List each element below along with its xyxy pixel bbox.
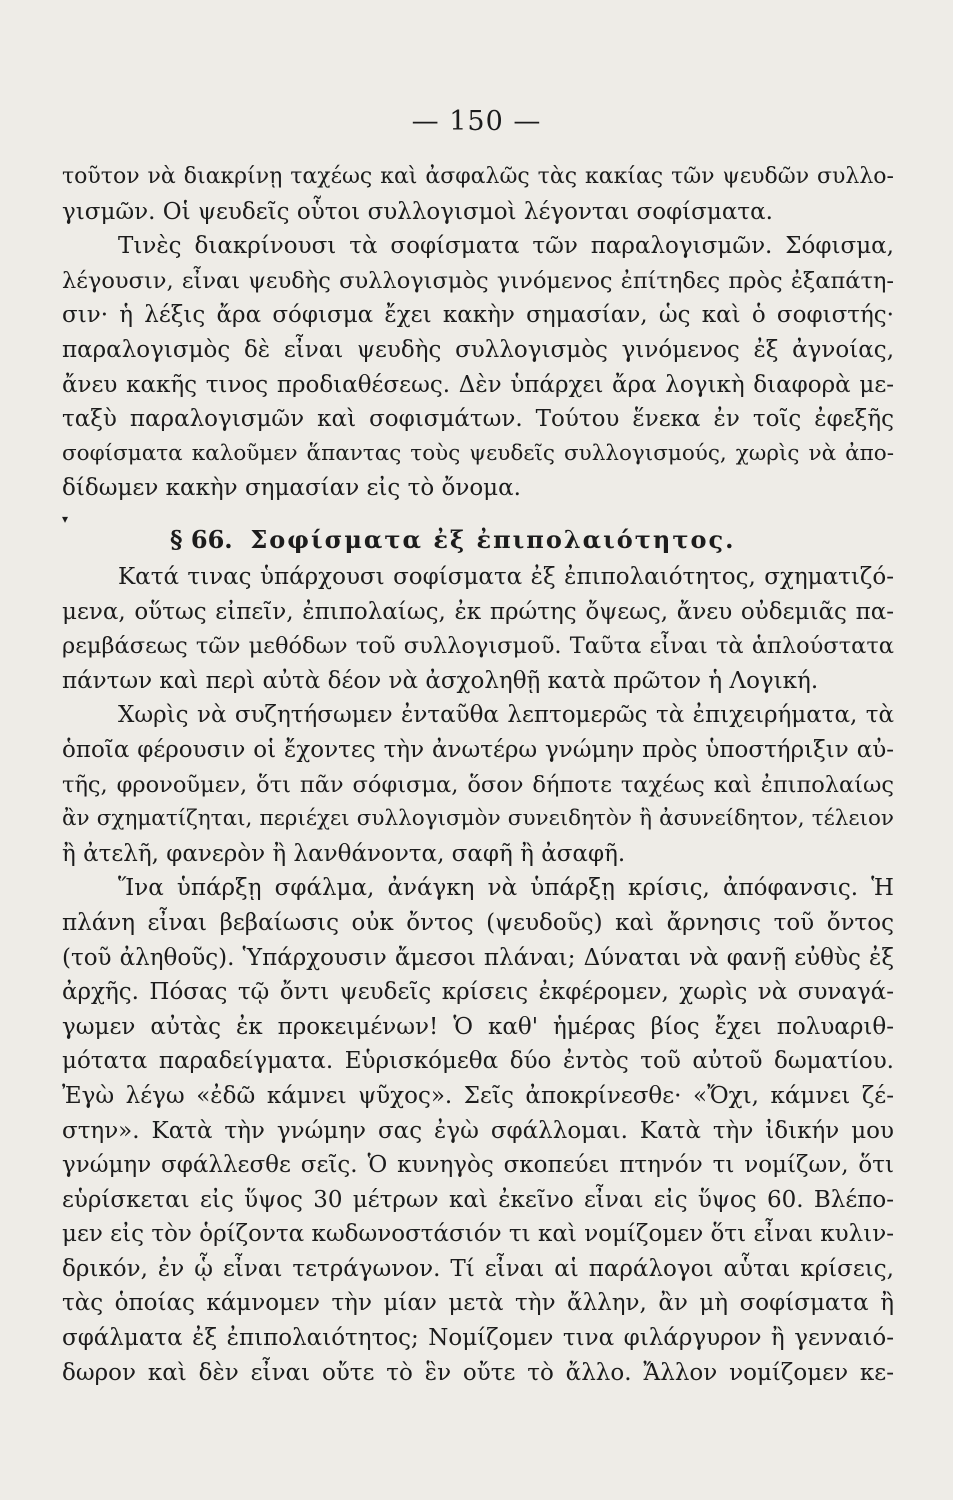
text-line: ὁποῖα φέρουσιν οἱ ἔχοντες τὴν ἀνωτέρω γνώμην πρὸς ὑποστήριξιν αὐ-	[62, 736, 894, 763]
text-line: τῆς, φρονοῦμεν, ὅτι πᾶν σόφισμα, ὅσον δήποτε ταχέως καὶ ἐπιπολαίως	[62, 771, 894, 798]
text-line: εὑρίσκεται εἰς ὕψος 30 μέτρων καὶ ἐκεῖνο εἶναι εἰς ὕψος 60. Βλέπο-	[62, 1186, 894, 1213]
text-line: παραλογισμὸς δὲ εἶναι ψευδὴς συλλογισμὸς γινόμενος ἐξ ἀγνοίας,	[62, 336, 894, 363]
text-line: σφάλματα ἐξ ἐπιπολαιότητος; Νομίζομεν τινα φιλάργυρον ἢ γενναιό-	[62, 1325, 894, 1352]
text-line: σοφίσματα καλοῦμεν ἅπαντας τοὺς ψευδεῖς συλλογισμούς, χωρὶς νὰ ἀπο-	[62, 440, 894, 466]
text-line: Ἵνα ὑπάρξῃ σφάλμα, ἀνάγκη νὰ ὑπάρξῃ κρίσις, ἀπόφανσις. Ἡ	[118, 875, 894, 902]
text-line: δίδωμεν κακὴν σημασίαν εἰς τὸ ὄνομα.	[62, 475, 521, 502]
text-line: τὰς ὁποίας κάμνομεν τὴν μίαν μετὰ τὴν ἄλλην, ἂν μὴ σοφίσματα ἢ	[62, 1290, 894, 1317]
intro-text	[62, 160, 894, 506]
text-line: γισμῶν. Οἱ ψευδεῖς οὗτοι συλλογισμοὶ λέγονται σοφίσματα.	[62, 198, 773, 225]
text-line: ἢ ἀτελῆ, φανερὸν ἢ λανθάνοντα, σαφῆ ἢ ἀσαφῆ.	[62, 840, 626, 867]
text-line: λέγουσιν, εἶναι ψευδὴς συλλογισμὸς γινόμενος ἐπίτηδες πρὸς ἐξαπάτη-	[62, 267, 894, 294]
text-line: Κατά τινας ὑπάρχουσι σοφίσματα ἐξ ἐπιπολαιότητος, σχηματιζό-	[118, 564, 894, 590]
text-line: τοῦτον νὰ διακρίνῃ ταχέως καὶ ἀσφαλῶς τὰς κακίας τῶν ψευδῶν συλλο-	[62, 164, 894, 189]
section-number: § 66.	[170, 525, 233, 554]
text-line: ἄνευ κακῆς τινος προδιαθέσεως. Δὲν ὑπάρχει ἄρα λογικὴ διαφορὰ με-	[62, 371, 894, 398]
text-line: Χωρὶς νὰ συζητήσωμεν ἐνταῦθα λεπτομερῶς τὰ ἐπιχειρήματα, τὰ	[118, 702, 894, 729]
text-line: δωρον καὶ δὲν εἶναι οὔτε τὸ ἓν οὔτε τὸ ἄλλο. Ἄλλον νομίζομεν κε-	[62, 1359, 894, 1386]
text-line: ἂν σχηματίζηται, περιέχει συλλογισμὸν συνειδητὸν ἢ ἀσυνείδητον, τέλειον	[62, 806, 894, 832]
text-line: γνώμην σφάλλεσθε σεῖς. Ὁ κυνηγὸς σκοπεύει πτηνόν τι νομίζων, ὅτι	[62, 1152, 894, 1179]
text-line: στην». Κατὰ τὴν γνώμην σας ἐγὼ σφάλλομαι. Κατὰ τὴν ἰδικήν μου	[62, 1117, 894, 1144]
text-line: μενα, οὕτως εἰπεῖν, ἐπιπολαίως, ἐκ πρώτης ὄψεως, ἄνευ οὐδεμιᾶς πα-	[62, 598, 894, 625]
text-line: μότατα παραδείγματα. Εὑρισκόμεθα δύο ἐντὸς τοῦ αὐτοῦ δωματίου.	[62, 1048, 894, 1075]
text-line: πλάνη εἶναι βεβαίωσις οὐκ ὄντος (ψευδοῦς) καὶ ἄρνησις τοῦ ὄντος	[62, 909, 894, 936]
text-line: δρικόν, ἐν ᾧ εἶναι τετράγωνον. Τί εἶναι αἱ παράλογοι αὗται κρίσεις,	[62, 1255, 894, 1282]
text-line: ρεμβάσεως τῶν μεθόδων τοῦ συλλογισμοῦ. Ταῦτα εἶναι τὰ ἁπλούστατα	[62, 633, 894, 660]
section-title: Σοφίσματα ἐξ ἐπιπολαιότητος.	[250, 525, 736, 554]
text-line: ταξὺ παραλογισμῶν καὶ σοφισμάτων. Τούτου ἕνεκα ἐν τοῖς ἐφεξῆς	[62, 406, 894, 433]
text-line: (τοῦ ἀληθοῦς). Ὑπάρχουσιν ἄμεσοι πλάναι; Δύναται νὰ φανῇ εὐθὺς ἐξ	[62, 944, 894, 971]
text-line: Τινὲς διακρίνουσι τὰ σοφίσματα τῶν παραλογισμῶν. Σόφισμα,	[118, 233, 894, 260]
page-number: — 150 —	[411, 106, 542, 137]
text-line: πάντων καὶ περὶ αὐτὰ δέον νὰ ἀσχοληθῇ κατὰ πρῶτον ἡ Λογική.	[62, 667, 819, 694]
print-speck: ▾	[62, 512, 69, 526]
text-line: γωμεν αὐτὰς ἐκ προκειμένων! Ὁ καθ' ἡμέρας βίος ἔχει πολυαριθ-	[62, 1013, 894, 1040]
text-line: ἀρχῆς. Πόσας τῷ ὄντι ψευδεῖς κρίσεις ἐκφέρομεν, χωρὶς νὰ συναγά-	[62, 979, 894, 1006]
text-line: μεν εἰς τὸν ὁρίζοντα κωδωνοστάσιόν τι καὶ νομίζομεν ὅτι εἶναι κυλιν-	[62, 1221, 894, 1248]
text-line: Ἐγὼ λέγω «ἐδῶ κάμνει ψῦχος». Σεῖς ἀποκρίνεσθε· «Ὄχι, κάμνει ζέ-	[62, 1082, 894, 1109]
text-line: σιν· ἡ λέξις ἄρα σόφισμα ἔχει κακὴν σημασίαν, ὡς καὶ ὁ σοφιστής·	[62, 302, 894, 329]
section-heading	[62, 520, 894, 560]
section-66	[62, 520, 894, 1390]
